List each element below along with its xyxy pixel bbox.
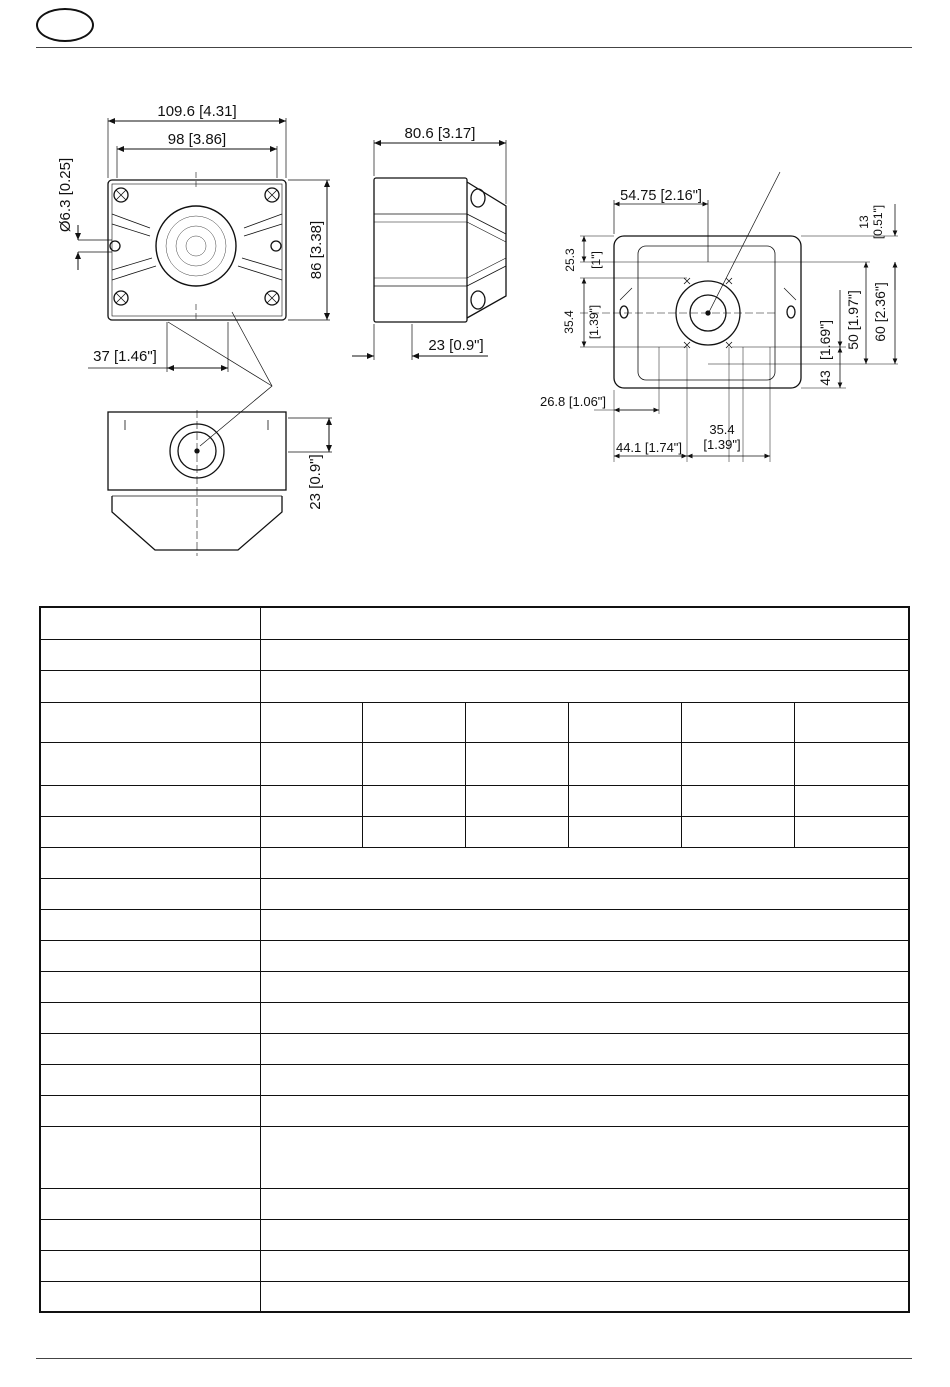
spec-label-cell xyxy=(40,1002,260,1033)
dim-back-bottom-441: 44.1 [1.74"] xyxy=(615,440,683,455)
table-row xyxy=(40,1250,909,1281)
spec-value-cell xyxy=(681,742,794,785)
spec-label-cell xyxy=(40,1219,260,1250)
front-dimensions xyxy=(78,118,330,446)
spec-label-cell xyxy=(40,1126,260,1188)
spec-value-cell xyxy=(794,785,909,816)
table-row xyxy=(40,742,909,785)
spec-value-cell xyxy=(681,785,794,816)
dim-back-right-50: 50 [1.97"] xyxy=(845,290,861,350)
spec-value-cell xyxy=(260,1095,909,1126)
table-row xyxy=(40,847,909,878)
table-row xyxy=(40,785,909,816)
table-row xyxy=(40,702,909,742)
spec-value-cell xyxy=(260,742,362,785)
dim-back-left-a-in: [1"] xyxy=(589,251,603,269)
spec-value-cell xyxy=(568,816,681,847)
spec-value-cell xyxy=(260,702,362,742)
dim-back-left-b: 35.4 xyxy=(562,310,576,334)
spec-label-cell xyxy=(40,878,260,909)
dim-back-bottom-268: 26.8 [1.06"] xyxy=(539,394,607,409)
spec-value-cell xyxy=(260,1033,909,1064)
spec-label-cell xyxy=(40,816,260,847)
spec-label-cell xyxy=(40,1250,260,1281)
spec-value-cell xyxy=(681,702,794,742)
dim-back-top-offset: 54.75 [2.16"] xyxy=(620,188,702,204)
spec-label-cell xyxy=(40,1188,260,1219)
bottom-dimensions xyxy=(288,418,332,452)
dim-back-left-b-in: [1.39"] xyxy=(587,304,601,340)
table-row xyxy=(40,1002,909,1033)
dim-bottom-height: 23 [0.9"] xyxy=(307,454,324,510)
dim-back-edge-a: 13 xyxy=(857,215,871,229)
spec-value-cell xyxy=(465,702,568,742)
spec-value-cell xyxy=(568,742,681,785)
spec-label-cell xyxy=(40,1064,260,1095)
dim-back-left-a: 25.3 xyxy=(563,248,577,272)
spec-value-cell xyxy=(260,670,909,702)
spec-value-cell xyxy=(362,816,465,847)
spec-label-cell xyxy=(40,639,260,670)
spec-label-cell xyxy=(40,940,260,971)
table-row xyxy=(40,1033,909,1064)
dim-back-bottom-354: 35.4 xyxy=(709,422,735,437)
spec-label-cell xyxy=(40,971,260,1002)
table-row xyxy=(40,1095,909,1126)
spec-value-cell xyxy=(260,639,909,670)
dim-back-right-43: 43 xyxy=(817,370,833,386)
spec-table xyxy=(39,606,910,1313)
dim-back-right-169: [1.69"] xyxy=(817,320,833,360)
table-row xyxy=(40,639,909,670)
dim-side-base: 23 [0.9"] xyxy=(428,337,484,354)
spec-value-cell xyxy=(260,1250,909,1281)
spec-value-cell xyxy=(362,785,465,816)
table-row xyxy=(40,971,909,1002)
side-view xyxy=(374,178,506,322)
dim-front-inner-width: 98 [3.86] xyxy=(167,131,227,148)
spec-label-cell xyxy=(40,785,260,816)
table-row xyxy=(40,607,909,639)
spec-label-cell xyxy=(40,607,260,639)
spec-value-cell xyxy=(260,1126,909,1188)
spec-value-cell xyxy=(465,742,568,785)
table-row xyxy=(40,940,909,971)
table-row xyxy=(40,816,909,847)
dim-back-bottom-354-in: [1.39"] xyxy=(703,437,741,452)
dim-hole-diameter: Ø6.3 [0.25] xyxy=(57,157,74,233)
front-view xyxy=(108,172,286,320)
spec-value-cell xyxy=(260,909,909,940)
spec-value-cell xyxy=(568,785,681,816)
table-row xyxy=(40,909,909,940)
side-dimensions xyxy=(352,140,506,360)
table-row xyxy=(40,1281,909,1312)
dim-back-edge-a-in: [0.51"] xyxy=(871,204,885,240)
back-view xyxy=(614,236,801,388)
spec-label-cell xyxy=(40,847,260,878)
table-row xyxy=(40,1219,909,1250)
spec-value-cell xyxy=(794,702,909,742)
spec-value-cell xyxy=(260,971,909,1002)
spec-value-cell xyxy=(260,847,909,878)
spec-value-cell xyxy=(260,1188,909,1219)
spec-value-cell xyxy=(681,816,794,847)
spec-label-cell xyxy=(40,1095,260,1126)
dim-front-height: 86 [3.38] xyxy=(308,220,325,280)
spec-label-cell xyxy=(40,670,260,702)
table-row xyxy=(40,670,909,702)
spec-value-cell xyxy=(465,816,568,847)
spec-value-cell xyxy=(362,742,465,785)
spec-value-cell xyxy=(794,742,909,785)
dim-back-right-60: 60 [2.36"] xyxy=(872,282,888,342)
dim-front-width: 109.6 [4.31] xyxy=(157,103,237,120)
spec-value-cell xyxy=(260,1064,909,1095)
spec-label-cell xyxy=(40,702,260,742)
spec-value-cell xyxy=(465,785,568,816)
table-row xyxy=(40,1064,909,1095)
spec-label-cell xyxy=(40,909,260,940)
spec-value-cell xyxy=(362,702,465,742)
table-row xyxy=(40,1126,909,1188)
spec-value-cell xyxy=(260,816,362,847)
table-row xyxy=(40,878,909,909)
bottom-view xyxy=(108,410,286,556)
spec-label-cell xyxy=(40,742,260,785)
spec-label-cell xyxy=(40,1033,260,1064)
spec-value-cell xyxy=(260,607,909,639)
spec-value-cell xyxy=(260,785,362,816)
dimension-drawing xyxy=(0,0,950,600)
spec-value-cell xyxy=(260,940,909,971)
spec-value-cell xyxy=(794,816,909,847)
spec-value-cell xyxy=(568,702,681,742)
footer-rule xyxy=(36,1358,912,1359)
table-row xyxy=(40,1188,909,1219)
dim-side-depth: 80.6 [3.17] xyxy=(404,125,476,142)
spec-value-cell xyxy=(260,1219,909,1250)
spec-value-cell xyxy=(260,1002,909,1033)
spec-value-cell xyxy=(260,1281,909,1312)
spec-value-cell xyxy=(260,878,909,909)
spec-label-cell xyxy=(40,1281,260,1312)
dim-front-offset: 37 [1.46"] xyxy=(93,348,157,365)
